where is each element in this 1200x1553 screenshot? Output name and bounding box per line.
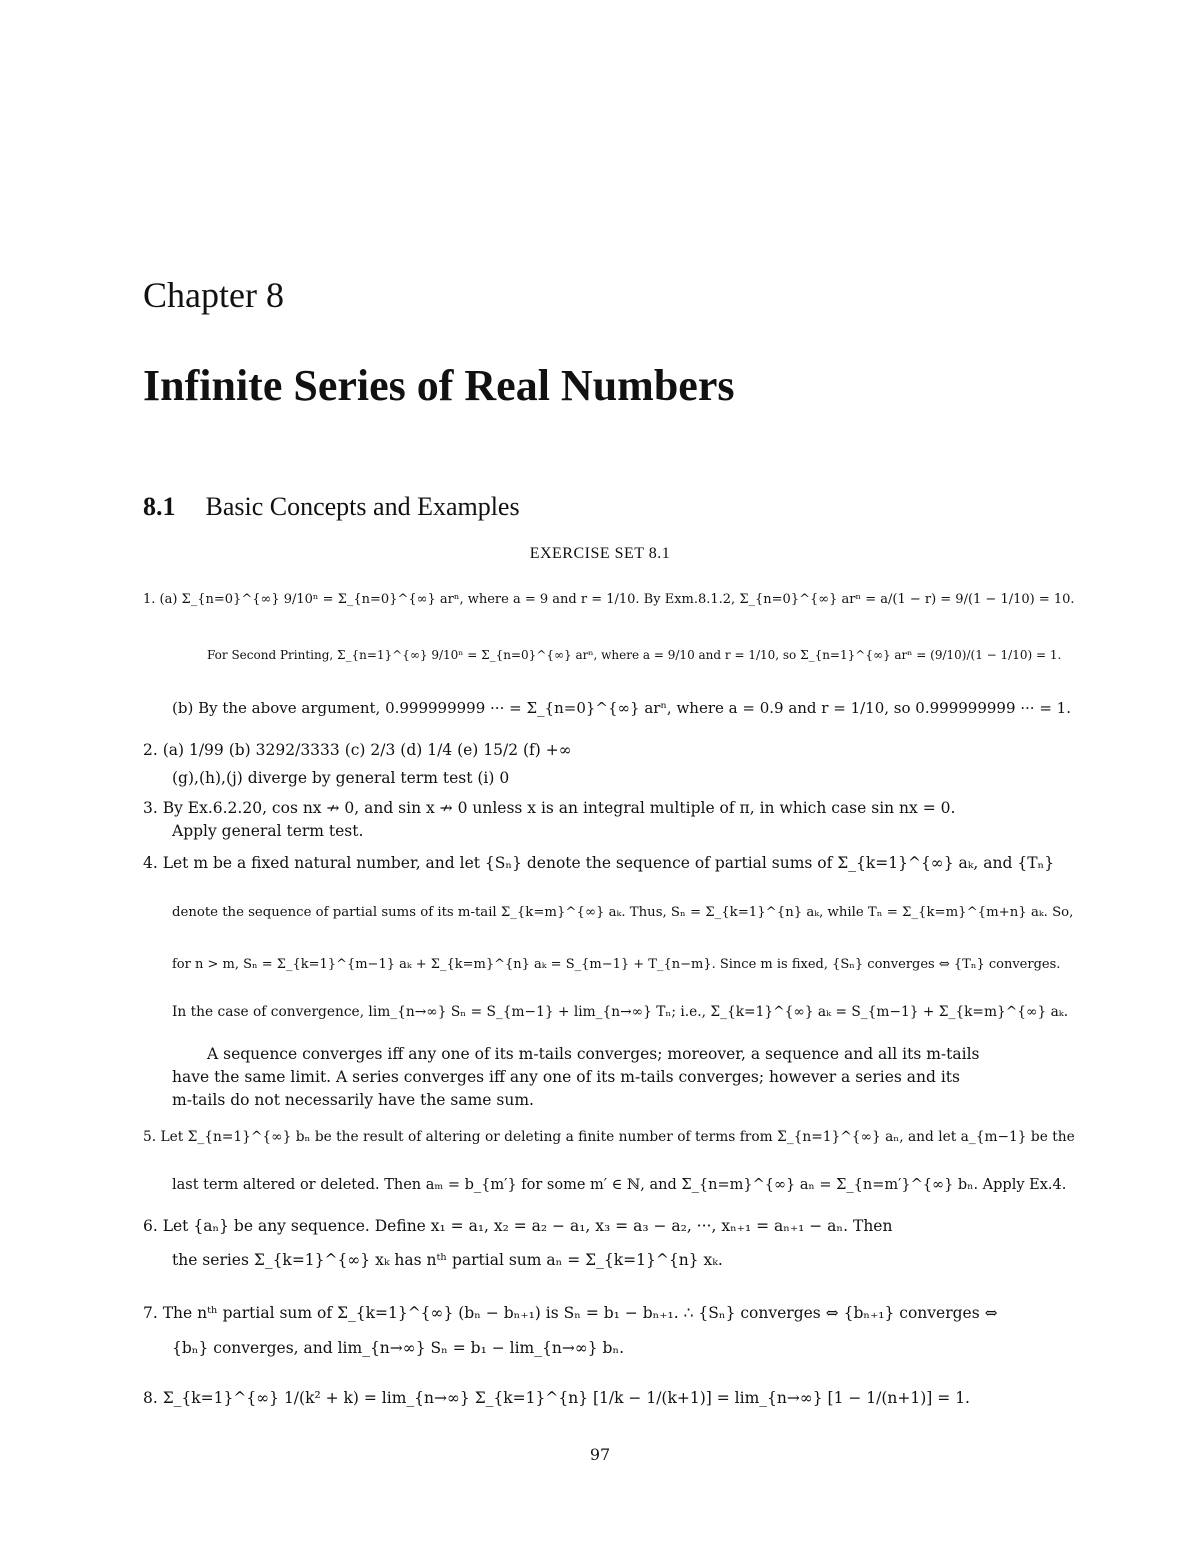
text-line: 3. By Ex.6.2.20, cos nx ↛ 0, and sin x ↛ 0 unless x is an integral multiple of π, in which case sin nx = 0. [143,799,956,817]
text-line: {bₙ} converges, and lim_{n→∞} Sₙ = b₁ − lim_{n→∞} bₙ. [172,1339,625,1357]
text-line: denote the sequence of partial sums of its m-tail Σ_{k=m}^{∞} aₖ. Thus, Sₙ = Σ_{k=1}^{n} aₖ, while Tₙ = Σ_{k=m}^{m+n} aₖ. So, [172,905,1074,920]
text-line: m-tails do not necessarily have the same sum. [172,1091,534,1109]
text-line: (g),(h),(j) diverge by general term test (i) 0 [172,769,510,787]
text-line: 1. (a) Σ_{n=0}^{∞} 9/10ⁿ = Σ_{n=0}^{∞} arⁿ, where a = 9 and r = 1/10. By Exm.8.1.2, Σ_{n=0}^{∞} arⁿ = a/(1 − r) = 9/(1 − 1/10) = 10. [143,592,1075,607]
text-line: A sequence converges iff any one of its m-tails converges; moreover, a sequence and all its m-tails [207,1045,980,1063]
text-line: (b) By the above argument, 0.999999999 ··· = Σ_{n=0}^{∞} arⁿ, where a = 0.9 and r = 1/10, so 0.999999999 ··· = 1. [172,699,1071,717]
section-title: Basic Concepts and Examples [205,492,520,521]
section-number: 8.1 [143,492,176,521]
text-line: 7. The nᵗʰ partial sum of Σ_{k=1}^{∞} (bₙ − bₙ₊₁) is Sₙ = b₁ − bₙ₊₁. ∴ {Sₙ} converges ⇔ {bₙ₊₁} converges ⇔ [143,1304,998,1322]
text-line: For Second Printing, Σ_{n=1}^{∞} 9/10ⁿ = Σ_{n=0}^{∞} arⁿ, where a = 9/10 and r = 1/10, so Σ_{n=1}^{∞} arⁿ = (9/10)/(1 − 1/10) = 1. [207,648,1062,662]
text-line: 6. Let {aₙ} be any sequence. Define x₁ = a₁, x₂ = a₂ − a₁, x₃ = a₃ − a₂, ···, xₙ₊₁ = aₙ₊₁ − aₙ. Then [143,1217,893,1235]
text-line: Apply general term test. [172,822,364,840]
text-line: have the same limit. A series converges iff any one of its m-tails converges; however a series and its [172,1068,960,1086]
chapter-label: Chapter 8 [143,275,284,315]
text-line: In the case of convergence, lim_{n→∞} Sₙ = S_{m−1} + lim_{n→∞} Tₙ; i.e., Σ_{k=1}^{∞} aₖ = S_{m−1} + Σ_{k=m}^{∞} aₖ. [172,1004,1069,1020]
text-line: last term altered or deleted. Then aₘ = b_{m′} for some m′ ∈ ℕ, and Σ_{n=m}^{∞} aₙ = Σ_{n=m′}^{∞} bₙ. Apply Ex.4. [172,1177,1067,1193]
chapter-title: Infinite Series of Real Numbers [143,361,735,410]
text-line: 4. Let m be a fixed natural number, and let {Sₙ} denote the sequence of partial sums of Σ_{k=1}^{∞} aₖ, and {Tₙ} [143,854,1055,872]
page-number: 97 [589,1445,611,1464]
exercise-set-heading: EXERCISE SET 8.1 [529,545,671,562]
section-heading [143,492,520,522]
text-line: 8. Σ_{k=1}^{∞} 1/(k² + k) = lim_{n→∞} Σ_{k=1}^{n} [1/k − 1/(k+1)] = lim_{n→∞} [1 − 1/(n+1)] = 1. [143,1389,970,1407]
text-line: 5. Let Σ_{n=1}^{∞} bₙ be the result of altering or deleting a finite number of terms from Σ_{n=1}^{∞} aₙ, and let a_{m−1} be the [143,1129,1075,1145]
text-line: 2. (a) 1/99 (b) 3292/3333 (c) 2/3 (d) 1/4 (e) 15/2 (f) +∞ [143,741,572,759]
text-line: the series Σ_{k=1}^{∞} xₖ has nᵗʰ partial sum aₙ = Σ_{k=1}^{n} xₖ. [172,1251,723,1269]
text-line: for n > m, Sₙ = Σ_{k=1}^{m−1} aₖ + Σ_{k=m}^{n} aₖ = S_{m−1} + T_{n−m}. Since m is fixed, {Sₙ} converges ⇔ {Tₙ} converges. [172,957,1061,972]
